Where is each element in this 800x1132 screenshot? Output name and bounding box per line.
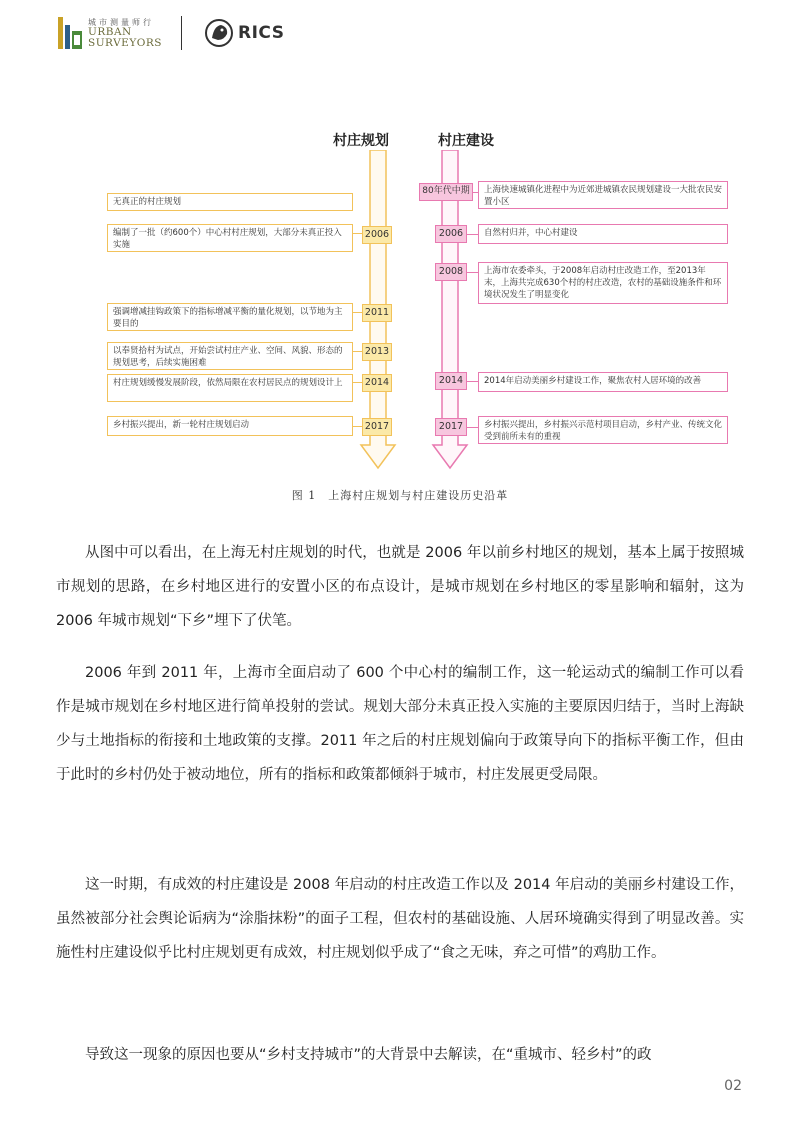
brand-en-line2: SURVEYORS [88,37,162,49]
left-connector [353,351,362,352]
left-year-badge: 2011 [362,304,392,322]
right-connector [467,234,478,235]
body-paragraph: 导致这一现象的原因也要从“乡村支持城市”的大背景中去解读，在“重城市、轻乡村”的政 [85,1047,652,1063]
left-connector [353,382,362,383]
left-item-text: 以奉贤拾村为试点，开始尝试村庄产业、空间、风貌、形态的规划思考，后续实施困难 [107,342,353,370]
right-item-text: 2014年启动美丽乡村建设工作，聚焦农村人居环境的改善 [478,372,728,392]
right-year-badge: 2008 [435,263,467,281]
body-paragraph: 从图中可以看出，在上海无村庄规划的时代，也就是 2006 年以前乡村地区的规划，基本上属于按照城市规划的思路，在乡村地区进行的安置小区的布点设计，是城市规划在乡村地区的零星影响和辐射，这为 2006 年城市规划“下乡”埋下了伏笔。 [56,545,744,629]
right-connector [467,427,478,428]
brand-en-line1: URBAN [88,26,132,38]
rics-wordmark: RICS [238,23,285,43]
left-item-text: 村庄规划缓慢发展阶段，依然局限在农村居民点的规划设计上 [107,374,353,402]
right-connector [467,381,478,382]
right-year-badge: 2006 [435,225,467,243]
right-year-badge: 2014 [435,372,467,390]
left-connector [353,233,362,234]
left-year-badge: 2014 [362,374,392,392]
right-item-text: 乡村振兴提出，乡村振兴示范村项目启动，乡村产业、传统文化受到前所未有的重视 [478,416,728,444]
right-item-text: 自然村归并，中心村建设 [478,224,728,244]
brand-name-cn: 城市测量师行 [88,18,154,27]
right-item-text: 上海市农委牵头，于2008年启动村庄改造工作，至2013年末，上海共完成630个村的村庄改造，农村的基础设施条件和环境状况发生了明显变化 [478,262,728,304]
right-item-text: 上海快速城镇化进程中为近郊进城镇农民规划建设一大批农民安置小区 [478,181,728,209]
left-year-badge: 2006 [362,226,392,244]
body-paragraph: 2006 年到 2011 年，上海市全面启动了 600 个中心村的编制工作，这一轮运动式的编制工作可以看作是城市规划在乡村地区进行简单投射的尝试。规划大部分未真正投入实施的主要原因归结于，当时上海缺少与土地指标的衔接和土地政策的支撑。2011 年之后的村庄规划偏向于政策导向下的指标平衡工作，但由于此时的乡村仍处于被动地位，所有的指标和政策都倾斜于城市，村庄发展更受局限。 [56,665,744,783]
right-column-title: 村庄建设 [438,133,494,149]
body-paragraph: 这一时期，有成效的村庄建设是 2008 年启动的村庄改造工作以及 2014 年启动的美丽乡村建设工作，虽然被部分社会舆论诟病为“涂脂抹粉”的面子工程，但农村的基础设施、人居环境确实得到了明显改善。实施性村庄建设似乎比村庄规划更有成效，村庄规划似乎成了“食之无味，弃之可惜”的鸡肋工作。 [56,877,744,961]
left-item-text: 编制了一批（约600个）中心村村庄规划，大部分未真正投入实施 [107,224,353,252]
left-year-badge: 2017 [362,418,392,436]
figure-caption: 图 1 上海村庄规划与村庄建设历史沿革 [291,489,509,502]
left-column-title: 村庄规划 [333,133,389,149]
left-connector [353,426,362,427]
history-timeline-figure [0,0,800,500]
right-connector [467,272,478,273]
left-item-text: 乡村振兴提出，新一轮村庄规划启动 [107,416,353,436]
left-connector [353,312,362,313]
right-year-badge: 80年代中期 [419,183,473,201]
page-number: 02 [724,1078,742,1094]
right-year-badge: 2017 [435,418,467,436]
left-item-text: 强调增减挂钩政策下的指标增减平衡的量化规划，以节地为主要目的 [107,303,353,331]
left-item-text: 无真正的村庄规划 [107,193,353,211]
left-year-badge: 2013 [362,343,392,361]
